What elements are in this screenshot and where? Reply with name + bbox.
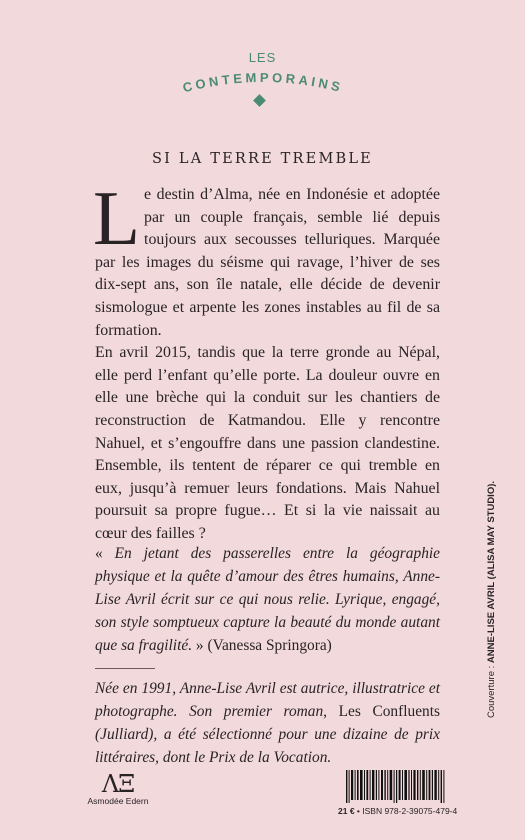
quote-open: « <box>95 545 115 562</box>
bio-part-2: (Julliard), a été sélectionné pour une dizaine de prix littéraires, dont le Prix de la Vocation. <box>95 726 440 766</box>
bio-part-1: Née en 1991, Anne-Lise Avril est autrice, illustratrice et photographe. Son premier roman, <box>95 680 440 720</box>
summary-text <box>93 175 440 546</box>
quote-attribution: » (Vanessa Springora) <box>192 637 332 654</box>
svg-text:CONTEMPORAINS <box>181 70 345 95</box>
series-name: CONTEMPORAINS <box>180 69 345 96</box>
publisher-mark: ΛΞ <box>101 770 135 798</box>
isbn: • ISBN 978-2-39075-479-4 <box>354 806 458 816</box>
series-logo <box>0 50 525 101</box>
cover-credit <box>486 481 497 718</box>
quote-text: En jetant des passerelles entre la géographie physique et la quête d’amour des êtres humains, Anne-Lise Avril écrit sur ce qui nous relie. Lyrique, engagé, son style somptueux capture la beauté du monde autant que sa fragilité. <box>95 545 440 654</box>
series-name-arc <box>163 65 363 101</box>
press-quote <box>95 542 440 657</box>
book-title: SI LA TERRE TREMBLE <box>152 151 373 167</box>
price: 21 € <box>338 806 355 816</box>
author-bio <box>95 677 440 769</box>
dropcap-letter: L <box>93 175 141 261</box>
credit-prefix: Couverture : <box>486 663 497 718</box>
summary-paragraph-1 <box>93 175 440 342</box>
price-isbn <box>338 806 457 816</box>
barcode-icon <box>346 770 446 803</box>
summary-paragraph-2: En avril 2015, tandis que la terre gronde au Népal, elle perd l’enfant qu’elle porte. La douleur ouvre en elle une brèche qui la conduit sur les chantiers de reconstruction de Katmandou. Elle y rencontre Nahuel, et s’engouffre dans une passion clandestine. Ensemble, ils tentent de réparer ce qui tremble en eux, jusqu’à remuer leurs fondations. Mais Nahuel poursuit sa propre fugue… Et si la vie naissait au cœur des failles ? <box>95 344 440 542</box>
publisher-name: Asmodée Edern <box>87 796 149 806</box>
series-les-label: LES <box>248 50 277 65</box>
publisher-logo <box>78 770 158 806</box>
section-divider <box>95 668 155 669</box>
credit-name: ANNE-LISE AVRIL (ALISA MAY STUDIO). <box>486 480 497 664</box>
bio-book-title: Les Confluents <box>338 703 440 720</box>
summary-paragraph-1-text: e destin d’Alma, née en Indonésie et adoptée par un couple français, semble lié depuis toujours aux secousses telluriques. Marquée par les images du séisme qui ravage, l’hiver de ses dix-sept ans, son île natale, elle décide de devenir sismologue et arpente les zones instables au fil de sa formation. <box>95 186 440 339</box>
